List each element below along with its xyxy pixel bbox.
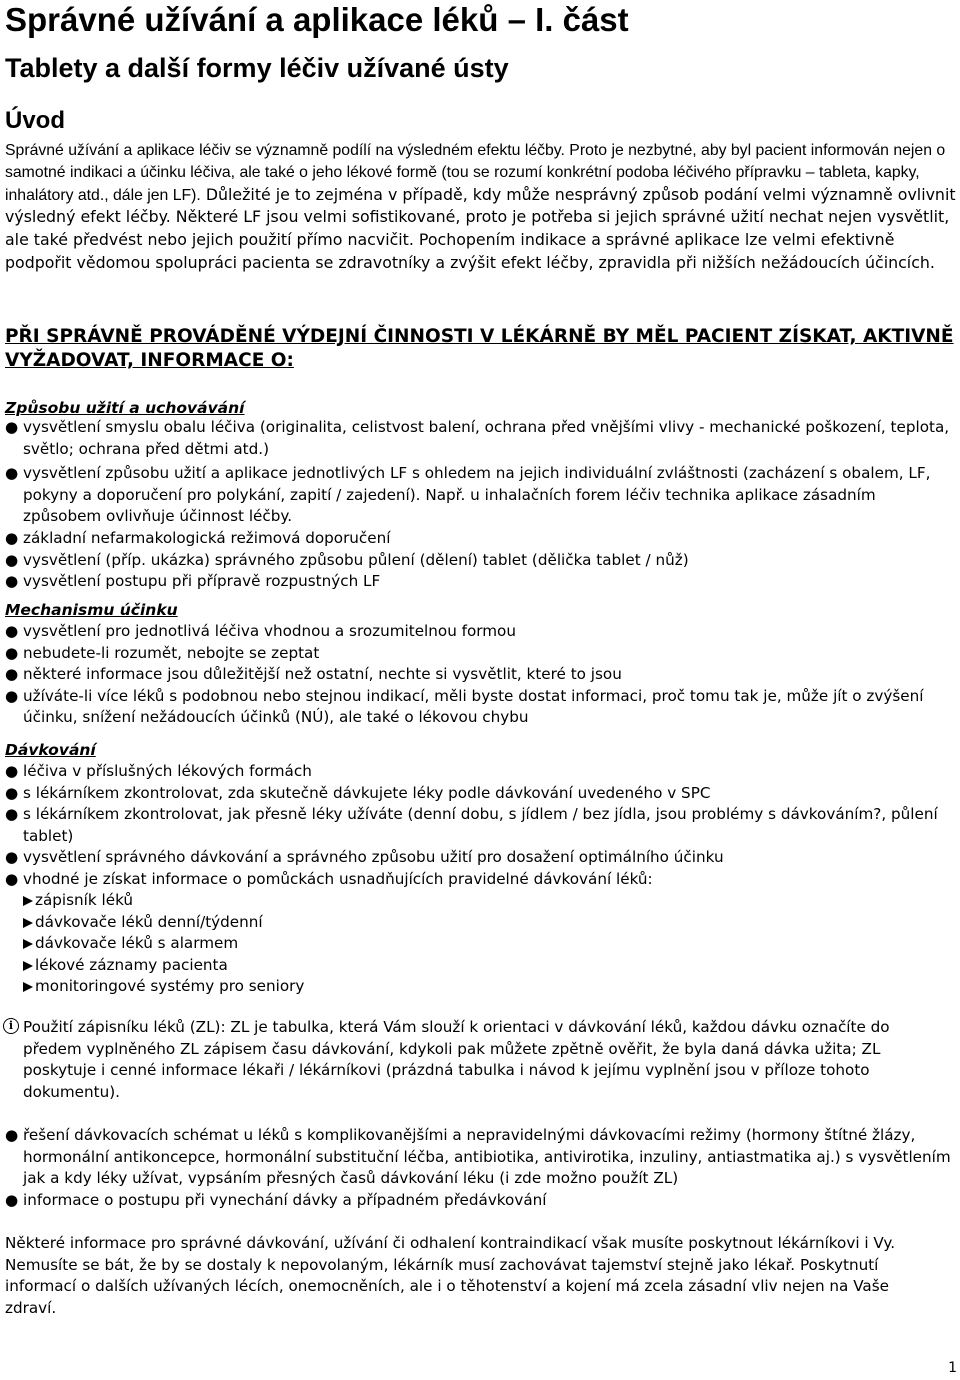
- group-heading-mechanism: Mechanismu účinku: [5, 601, 178, 619]
- bullet-icon: ●: [5, 464, 19, 483]
- list-item: ● vysvětlení pro jednotlivá léčiva vhodnou a srozumitelnou formou: [5, 621, 957, 643]
- list-item: zápisník léků: [23, 890, 304, 912]
- list-item: ● informace o postupu při vynechání dávky a případném předávkování: [5, 1190, 957, 1212]
- arrow-icon: [23, 961, 33, 971]
- intro-text-2: Důležité je to zejména v případě, kdy může nesprávný způsob podání velmi významně ovlivnit výsledný efekt léčby. Některé LF jsou velmi sofistikované, proto je potřeba si jejich správné užití nechat nejen vysvětlit, ale také předvést nebo jejich použití přímo nacvičit. Pochopením indikace a správné aplikace lze velmi efektivně podpořit vědomou spolupráci pacienta se zdravotníky a zvýšit efekt léčby, zpravidla při nižších nežádoucích účincích.: [5, 184, 956, 272]
- list-item: ● některé informace jsou důležitější než ostatní, nechte si vysvětlit, které to jsou: [5, 664, 957, 686]
- bullet-icon: ●: [5, 869, 19, 888]
- list-item: ● vhodné je získat informace o pomůckách usnadňujících pravidelné dávkování léků:: [5, 869, 957, 891]
- list-item: ● řešení dávkovacích schémat u léků s komplikovanějšími a nepravidelnými dávkovacími režimy (hormony štítné žlázy, hormonální antikoncepce, hormonální substituční léčba, antibiotika, antivirotika, inzuliny, antiastmatika aj.) s vysvětlením jak a kdy léky užívat, vypsáním přesných časů dávkování léku (i zde možno použít ZL): [5, 1126, 951, 1188]
- note-text: Použití zápisníku léků (ZL): ZL je tabulka, která Vám slouží k orientaci v dávkování léků, každou dávku označíte do předem vyplněného ZL zápisem času dávkování, kdykoli pak můžete zpětně ověřit, že byla daná dávka užita; ZL poskytuje i cenné informace lékaři / lékárníkovi (prázdná tabulka i návod k jejímu vyplnění jsou v příloze tohoto dokumentu).: [23, 1018, 890, 1101]
- list-item: ● léčiva v příslušných lékových formách: [5, 761, 957, 783]
- bullet-icon: ●: [5, 528, 19, 547]
- list-item: ● s lékárníkem zkontrolovat, zda skutečně dávkujete léky podle dávkování uvedeného v SPC: [5, 783, 957, 805]
- intro-text: Správné užívání a aplikace léčiv se významně podílí na výsledném efektu léčby. Proto je nezbytné, aby byl pacient informován nejen o samotné indikaci a účinku léčiva, ale také o jeho lékové formě (tou se rozumí konkrétní podoba léčivého přípravku – tableta, kapky, inhalátory atd., dále jen LF).: [5, 142, 946, 204]
- list-item: dávkovače léků s alarmem: [23, 933, 304, 955]
- arrow-icon: [23, 939, 33, 949]
- usage-list: [5, 417, 957, 593]
- bullet-icon: ●: [5, 665, 19, 684]
- document-subtitle: Tablety a další formy léčiv užívané ústy: [5, 53, 509, 83]
- list-item: ● vysvětlení (příp. ukázka) správného způsobu půlení (dělení) tablet (dělička tablet / nůž): [5, 550, 957, 572]
- list-item: ● vysvětlení způsobu užití a aplikace jednotlivých LF s ohledem na jejich individuální zvláštnosti (zacházení s obalem, LF, pokyny a doporučení pro polykání, zapití / zajedení). Např. u inhalačních forem léčiv technika aplikace zásadním způsobem ovlivňuje účinnost léčby.: [5, 464, 931, 526]
- list-item: ● s lékárníkem zkontrolovat, jak přesně léky užíváte (denní dobu, s jídlem / bez jídla, jsou problémy s dávkováním?, půlení tablet): [5, 805, 938, 845]
- page-number: 1: [948, 1360, 957, 1376]
- mechanism-list: [5, 621, 957, 729]
- bullet-icon: ●: [5, 622, 19, 640]
- bullet-icon: ●: [5, 686, 19, 705]
- extra-list: [5, 1125, 957, 1211]
- arrow-icon: [23, 918, 33, 928]
- dosage-list: [5, 761, 957, 891]
- list-item: ● vysvětlení smyslu obalu léčiva (originalita, celistvost balení, ochrana před vnějšími vlivy - mechanické poškození, teplota, světlo; ochrana před dětmi atd.): [5, 418, 950, 458]
- intro-paragraph: [5, 140, 957, 275]
- bullet-icon: ●: [5, 848, 19, 867]
- closing-paragraph: Některé informace pro správné dávkování, užívání či odhalení kontraindikací však musíte poskytnout lékárníkovi i Vy. Nemusíte se bát, že by se dostaly k nepovolaným, lékárník musí zachovávat tajemství stejně jako lékař. Poskytnutí informací o dalších užívaných lécích, onemocněních, ale i o těhotenství a kojení má zcela zásadní vliv nejen na Vaše zdraví.: [5, 1234, 896, 1317]
- list-item: dávkovače léků denní/týdenní: [23, 912, 304, 934]
- section-heading: PŘI SPRÁVNĚ PROVÁDĚNÉ VÝDEJNÍ ČINNOSTI V LÉKÁRNĚ BY MĚL PACIENT ZÍSKAT, AKTIVNĚ VYŽADOVAT, INFORMACE O:: [5, 326, 954, 371]
- document-title: Správné užívání a aplikace léků – I. část: [5, 1, 629, 38]
- group-heading-dosage: Dávkování: [5, 741, 96, 759]
- bullet-icon: ●: [5, 572, 19, 591]
- intro-heading: Úvod: [5, 107, 65, 134]
- note-box: [5, 1017, 953, 1103]
- bullet-icon: ●: [5, 1126, 19, 1144]
- arrow-icon: [23, 896, 33, 906]
- bullet-icon: ●: [5, 643, 19, 662]
- list-item: ● základní nefarmakologická režimová doporučení: [5, 528, 957, 550]
- dosage-aids-list: [23, 890, 304, 998]
- info-icon: i: [3, 1018, 19, 1034]
- list-item: monitoringové systémy pro seniory: [23, 976, 304, 998]
- bullet-icon: ●: [5, 805, 19, 824]
- bullet-icon: ●: [5, 1190, 19, 1209]
- group-heading-usage: Způsobu užití a uchovávání: [5, 399, 245, 417]
- list-item: ● vysvětlení postupu při přípravě rozpustných LF: [5, 571, 957, 593]
- list-item: ● vysvětlení správného dávkování a správného způsobu užití pro dosažení optimálního účinku: [5, 847, 957, 869]
- bullet-icon: ●: [5, 418, 19, 436]
- list-item: ● nebudete-li rozumět, nebojte se zeptat: [5, 643, 957, 665]
- bullet-icon: ●: [5, 783, 19, 802]
- list-item: lékové záznamy pacienta: [23, 955, 304, 977]
- bullet-icon: ●: [5, 550, 19, 569]
- bullet-icon: ●: [5, 762, 19, 780]
- list-item: ● užíváte-li více léků s podobnou nebo stejnou indikací, měli byste dostat informaci, proč tomu tak je, může jít o zvýšení účinku, snížení nežádoucích účinků (NÚ), ale také o lékovou chybu: [5, 686, 924, 727]
- arrow-icon: [23, 982, 33, 992]
